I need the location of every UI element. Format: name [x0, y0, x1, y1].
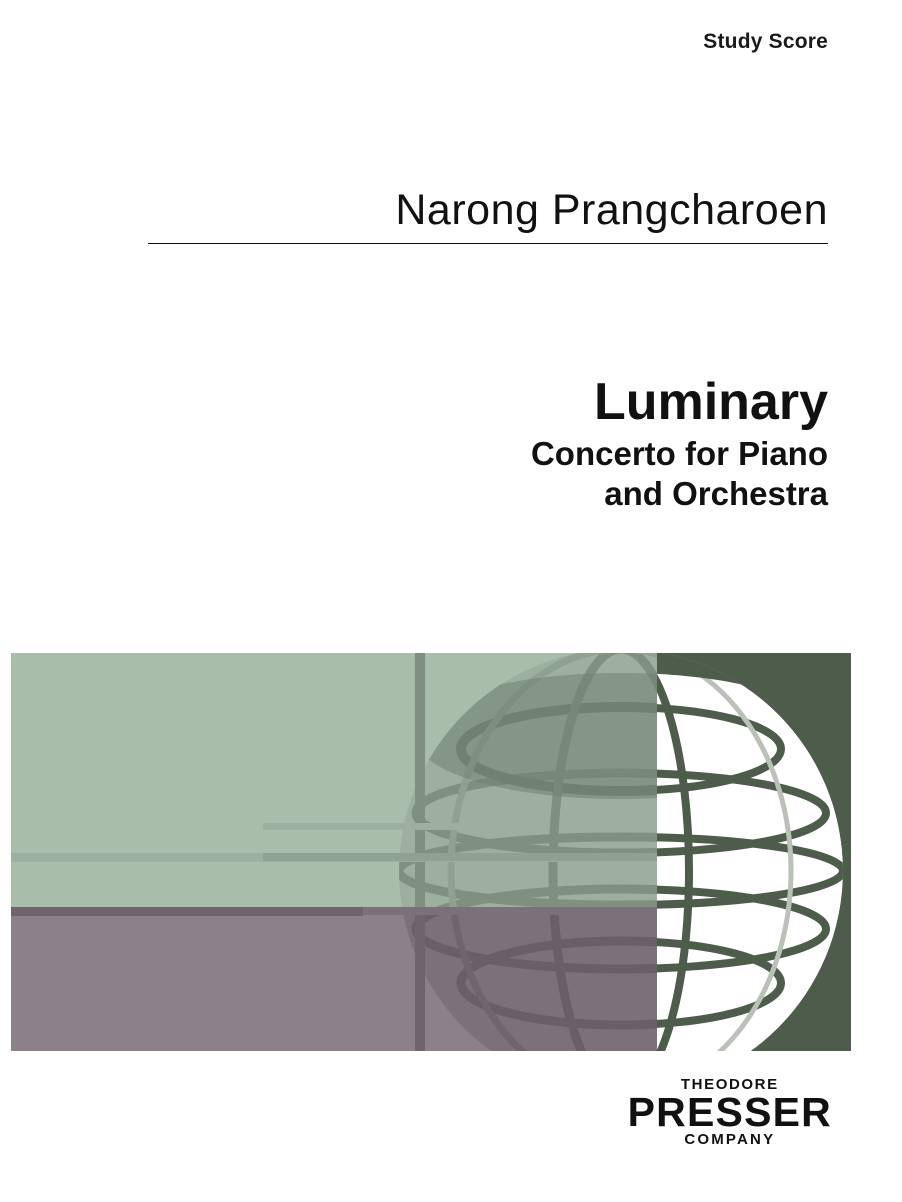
sphere-grid-illustration — [11, 653, 851, 1051]
title-block — [530, 373, 828, 515]
publisher-line-3: COMPANY — [684, 1131, 776, 1148]
subtitle-line-1: Concerto for Piano — [530, 435, 828, 472]
art-rail-line — [11, 907, 363, 916]
composer-divider — [148, 243, 828, 244]
publisher-line-1: THEODORE — [680, 1075, 779, 1093]
edition-label: Study Score — [703, 30, 828, 53]
publisher-logo — [628, 1076, 832, 1148]
page-title: Luminary — [593, 373, 828, 431]
cover-artwork — [11, 653, 851, 1051]
subtitle-line-2: and Orchestra — [604, 475, 828, 513]
subtitle — [531, 434, 828, 515]
composer-name: Narong Prangcharoen — [395, 186, 828, 234]
publisher-line-2: PRESSER — [627, 1088, 832, 1135]
